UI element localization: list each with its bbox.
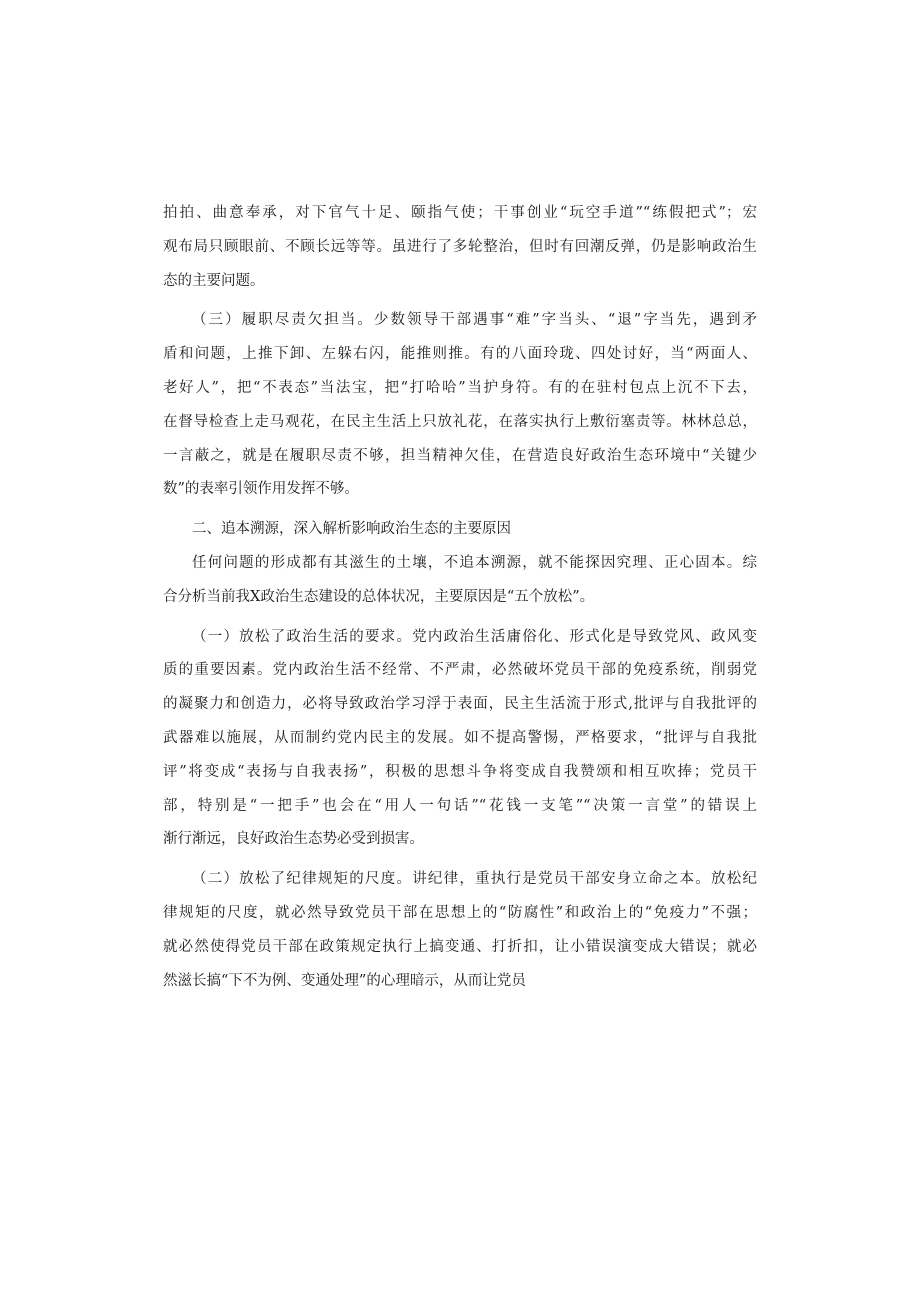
paragraph-section-three: [163, 304, 757, 507]
text-line: 观布局只顾眼前、不顾长远等等。虽进行了多轮整治，但时有回潮反弹，仍是影响政治生: [163, 238, 757, 255]
text-line: 一言蔽之，就是在履职尽责不够，担当精神欠佳，在营造良好政治生态环境中“关键少: [163, 447, 757, 464]
paragraph-section-one: [163, 621, 757, 858]
text-line: 律规矩的尺度，就必然导致党员干部在思想上的“防腐性”和政治上的“免疫力”不强；: [163, 904, 757, 921]
paragraph-section-two: [163, 863, 757, 998]
text-line: 合分析当前我X政治生态建设的总体状况，主要原因是“五个放松”。: [163, 588, 595, 605]
section-heading: [163, 513, 757, 547]
paragraph-continuation: [163, 197, 757, 298]
text-line: 渐行渐远，良好政治生态势必受到损害。: [163, 831, 424, 848]
text-line: 评”将变成“表扬与自我表扬”，积极的思想斗争将变成自我赞颂和相互吹捧；党员干: [163, 763, 757, 780]
text-line: （一）放松了政治生活的要求。党内政治生活庸俗化、形式化是导致党风、政风变: [192, 628, 757, 645]
text-line: 数”的表率引领作用发挥不够。: [163, 481, 359, 498]
text-line: 就必然使得党员干部在政策规定执行上搞变通、打折扣，让小错误演变成大错误；就必: [163, 938, 757, 955]
text-line: 盾和问题，上推下卸、左躲右闪，能推则推。有的八面玲珑、四处讨好，当“两面人、: [163, 346, 757, 363]
text-line: 在督导检查上走马观花，在民主生活上只放礼花，在落实执行上敷衍塞责等。林林总总，: [163, 413, 757, 430]
text-line: 然滋长搞“下不为例、变通处理”的心理暗示，从而让党员: [163, 972, 526, 989]
paragraph-intro: [163, 547, 757, 615]
text-line: 武器难以施展，从而制约党内民主的发展。如不提高警惕，严格要求，“批评与自我批: [163, 729, 757, 746]
text-line: （二）放松了纪律规矩的尺度。讲纪律，重执行是党员干部安身立命之本。放松纪: [192, 871, 757, 888]
text-line: 部，特别是“一把手”也会在“用人一句话”“花钱一支笔”“决策一言堂”的错误上: [163, 797, 757, 814]
document-body: [163, 197, 757, 998]
text-line: 拍拍、曲意奉承，对下官气十足、颐指气使；干事创业“玩空手道”“练假把式”；宏: [163, 205, 757, 221]
heading-line: 二、追本溯源，深入解析影响政治生态的主要原因: [192, 521, 511, 538]
text-line: 老好人”，把“不表态”当法宝，把“打哈哈”当护身符。有的在驻村包点上沉不下去，: [163, 379, 757, 396]
text-line: 的凝聚力和创造力，必将导致政治学习浮于表面，民主生活流于形式,批评与自我批评的: [163, 696, 757, 713]
text-line: （三）履职尽责欠担当。少数领导干部遇事“难”字当头、“退”字当先，遇到矛: [192, 312, 757, 329]
text-line: 态的主要问题。: [163, 272, 265, 289]
text-line: 任何问题的形成都有其滋生的土壤，不追本溯源，就不能探因究理、正心固本。综: [192, 554, 757, 571]
text-line: 质的重要因素。党内政治生活不经常、不严肃，必然破坏党员干部的免疫系统，削弱党: [163, 662, 757, 679]
